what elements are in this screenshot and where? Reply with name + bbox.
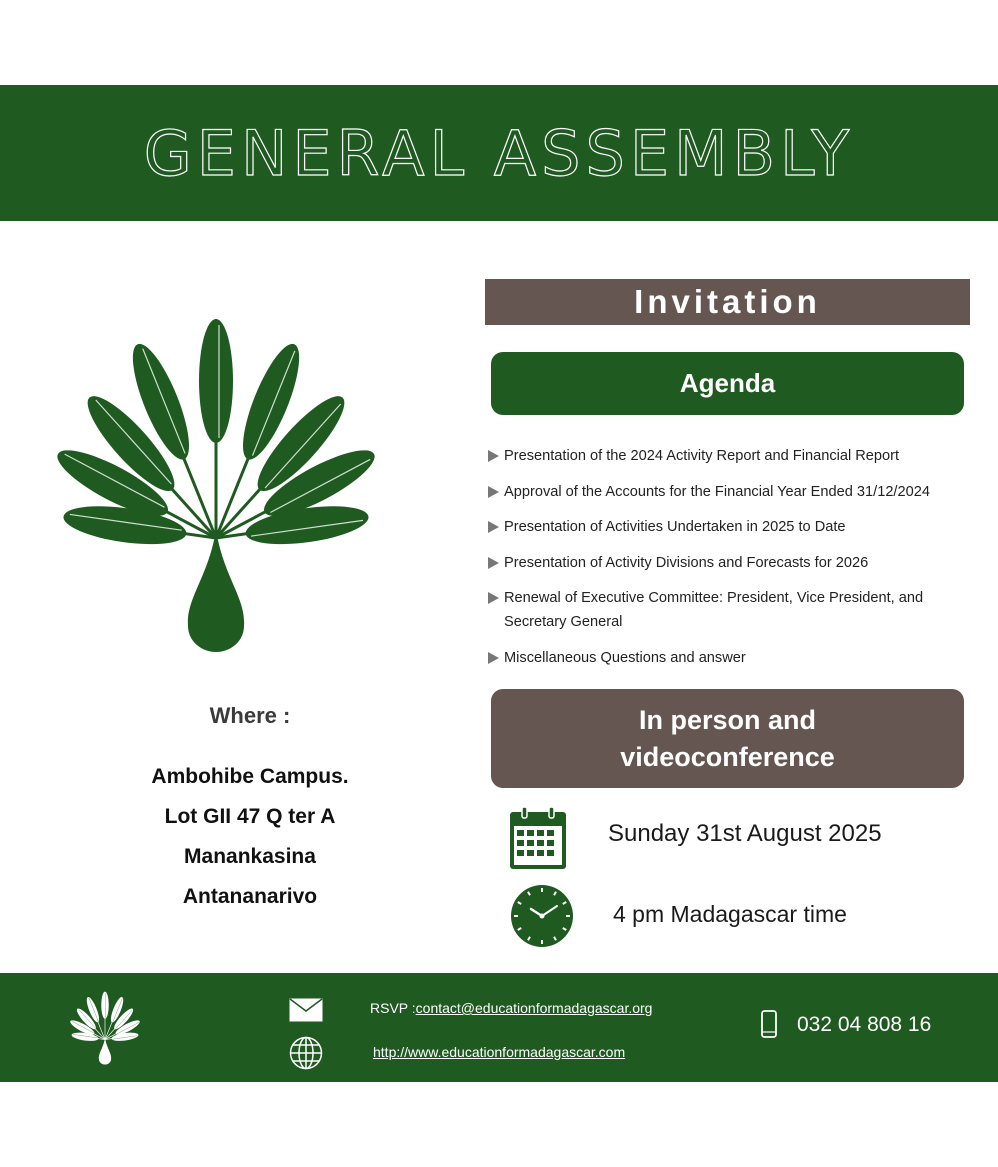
agenda-item: Presentation of Activity Divisions and Forecasts for 2026 [487, 551, 967, 575]
where-label: Where : [209, 703, 291, 728]
invitation-banner: Invitation [485, 279, 970, 325]
agenda-item: Approval of the Accounts for the Financial Year Ended 31/12/2024 [487, 480, 967, 504]
bullet-triangle-icon [488, 521, 499, 533]
globe-icon [289, 1036, 323, 1070]
format-line-1: In person and [638, 704, 817, 735]
rsvp-label: RSVP : [370, 1000, 416, 1016]
agenda-item: Presentation of the 2024 Activity Report and Financial Report [487, 444, 967, 468]
agenda-heading: Agenda [491, 352, 964, 415]
address-line: Manankasina [184, 845, 316, 868]
format-line-2: videoconference [620, 741, 835, 772]
traveller-palm-logo [38, 298, 394, 654]
clock-icon [510, 884, 574, 948]
agenda-item: Presentation of Activities Undertaken in 2025 to Date [487, 515, 967, 539]
agenda-list [487, 444, 967, 682]
event-time: 4 pm Madagascar time [613, 901, 847, 927]
bullet-triangle-icon [488, 652, 499, 664]
address-line: Antananarivo [182, 885, 318, 908]
address-line: Ambohibe Campus. [151, 765, 349, 788]
website-line [373, 1044, 625, 1060]
bullet-triangle-icon [488, 450, 499, 462]
bullet-triangle-icon [488, 486, 499, 498]
rsvp-email-link[interactable]: contact@educationformadagascar.org [415, 1000, 653, 1016]
address-line: Lot GII 47 Q ter A [164, 805, 336, 828]
agenda-item: Renewal of Executive Committee: President, Vice President, and Secretary General [487, 586, 967, 634]
agenda-item: Miscellaneous Questions and answer [487, 646, 967, 670]
bullet-triangle-icon [488, 592, 499, 604]
event-date: Sunday 31st August 2025 [608, 820, 882, 847]
traveller-palm-logo-small [66, 987, 144, 1065]
bullet-triangle-icon [488, 557, 499, 569]
rsvp-line [370, 1000, 652, 1016]
website-link[interactable]: http://www.educationformadagascar.com [373, 1044, 626, 1060]
phone-number: 032 04 808 16 [797, 1013, 932, 1036]
mobile-phone-icon [761, 1010, 777, 1038]
calendar-icon [509, 806, 567, 870]
page-title: GENERAL ASSEMBLY [143, 116, 855, 190]
meeting-format-badge [491, 689, 964, 788]
envelope-icon [289, 998, 323, 1022]
